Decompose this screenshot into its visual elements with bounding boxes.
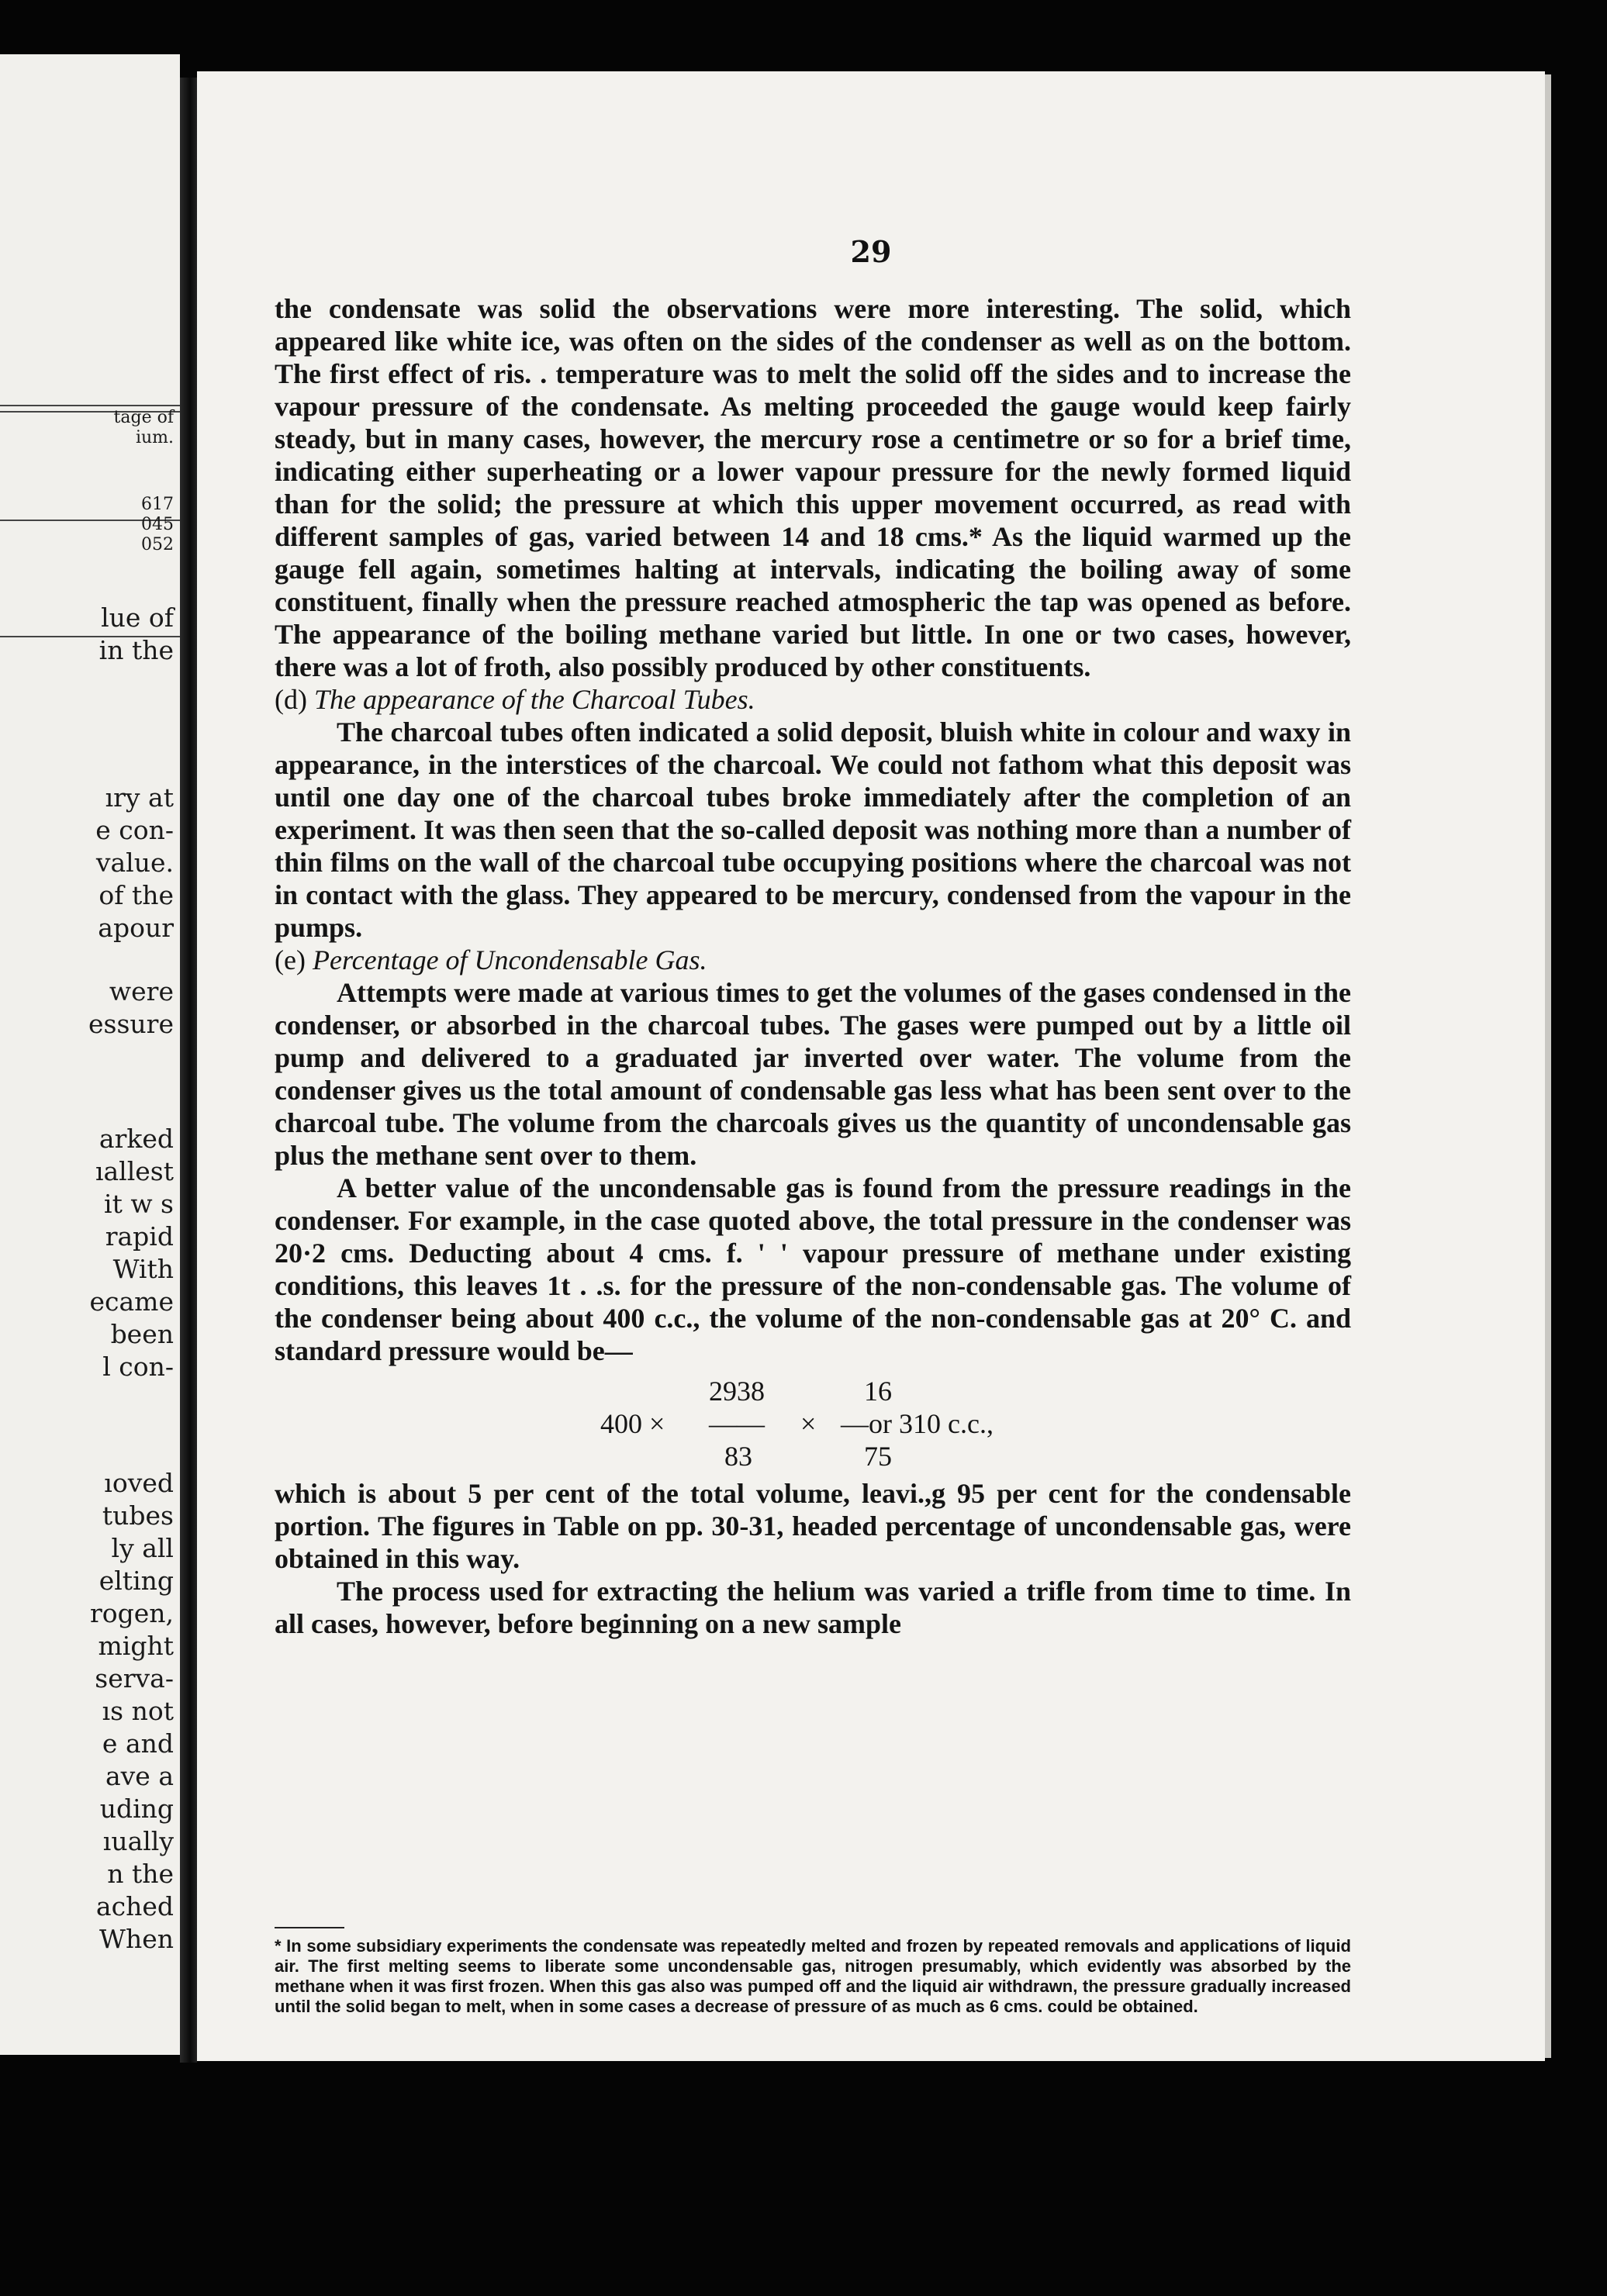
left-page-text-fragment: n the	[107, 1859, 174, 1889]
left-page-text-fragment: e and	[102, 1728, 174, 1759]
equation-fraction-bar-1: ——	[709, 1408, 765, 1439]
paragraph-condensate: the condensate was solid the observations were more interesting. The solid, which appeared like white ice, was often on the sides of the condenser as well as on the bottom. The first effect of ris. . temperature was to melt the solid off the sides and to increase the vapour pressure of the condensate. As melting proceeded the gauge would keep fairly steady, but in many cases, however, the mercury rose a centimetre or so for a brief time, indicating either superheating or a lower vapour pressure for the newly formed liquid than for the solid; the pressure at which this upper movement occurred, as read with different samples of gas, varied between 14 and 18 cms.* As the liquid warmed up the gauge fell again, sometimes halting at intervals, indicating the boiling away of some constituent, finally when the pressure reached atmospheric the tap was opened as before. The appearance of the boiling methane varied but little. In one or two cases, however, there was a lot of froth, also possibly produced by other constituents.	[275, 293, 1351, 682]
left-page-text-fragment: 617	[141, 495, 174, 514]
section-letter: (e)	[275, 944, 306, 975]
left-page-text-fragment: uding	[99, 1794, 174, 1824]
left-page-text-fragment: were	[109, 976, 174, 1006]
footnote-rule	[275, 1927, 344, 1928]
left-page-text-fragment: essure	[88, 1009, 174, 1039]
left-page-text-fragment: arked	[98, 1124, 174, 1154]
left-page-text-fragment: ıry at	[105, 782, 174, 813]
equation-tail: —or 310 c.c.,	[841, 1408, 994, 1439]
equation-lead: 400 ×	[600, 1408, 665, 1439]
left-page-text-fragment: rogen,	[89, 1598, 174, 1628]
left-page-text-fragment: been	[110, 1319, 174, 1349]
left-page-text-fragment: 052	[141, 535, 174, 554]
left-page-text-fragment: elting	[98, 1566, 174, 1596]
left-page-text-fragment: tubes	[102, 1500, 174, 1531]
left-page-text-fragment: it w s	[104, 1189, 174, 1219]
left-page-text-fragment: lue of	[101, 602, 174, 633]
page-number: 29	[850, 234, 892, 269]
previous-page-fragment	[0, 54, 180, 2055]
table-rule	[0, 405, 180, 406]
section-title: Percentage of Uncondensable Gas.	[312, 944, 707, 975]
left-page-text-fragment: in the	[98, 635, 174, 665]
left-page-text-fragment: ave a	[105, 1761, 174, 1791]
paragraph-attempts: Attempts were made at various times to get the volumes of the gases condensed in the condenser, or absorbed in the charcoal tubes. The gases were pumped out by a little oil pump and delivered to a graduated jar inverted over water. The volume from the condenser gives us the total amount of condensable gas less what has been sent over to the charcoal tube. The volume from the charcoals gives us the quantity of uncondensable gas plus the methane sent over to them.	[275, 977, 1351, 1171]
left-page-text-fragment: ly all	[111, 1533, 174, 1563]
equation-denominator-1: 83	[724, 1441, 752, 1472]
paragraph-charcoal-tubes: The charcoal tubes often indicated a solid deposit, bluish white in colour and waxy in appearance, in the interstices of the charcoal. We could not fathom what this deposit was until one day one of the charcoal tubes broke immediately after the completion of an experiment. It was then seen that the so-called deposit was nothing more than a number of thin films on the wall of the charcoal tube occupying positions where the charcoal was not in contact with the glass. They appeared to be mercury, condensed from the vapour in the pumps.	[275, 716, 1351, 943]
left-page-text-fragment: value.	[95, 848, 174, 878]
left-page-text-fragment: tage of	[113, 408, 174, 427]
section-title: The appearance of the Charcoal Tubes.	[313, 684, 755, 715]
equation-numerator-2: 16	[864, 1376, 892, 1407]
equation-numerator-1: 2938	[709, 1376, 765, 1407]
left-page-text-fragment: e con-	[95, 815, 174, 845]
equation-times: ×	[800, 1408, 817, 1439]
footnote: * In some subsidiary experiments the condensate was repeatedly melted and frozen by repeated removals and applications of liquid air. The first melting seems to liberate some uncondensable gas, nitrogen presumably, which evidently was absorbed by the methane when it was first frozen. When this gas also was pumped off and the liquid air withdrawn, the pressure gradually increased until the solid began to melt, when in some cases a decrease of pressure of as much as 6 cms. could be obtained.	[275, 1936, 1351, 2016]
left-page-text-fragment: When	[99, 1924, 174, 1954]
left-page-text-fragment: 045	[141, 515, 174, 534]
left-page-text-fragment: ium.	[135, 428, 174, 447]
left-page-text-fragment: apour	[98, 913, 174, 943]
paragraph-better-value: A better value of the uncondensable gas is found from the pressure readings in the condenser. For example, in the case quoted above, the total pressure in the condenser was 20·2 cms. Deducting about 4 cms. f. ' ' vapour pressure of methane under existing conditions, this leaves 1t . .s. for the pressure of the non-condensable gas. The volume of the condenser being about 400 c.c., the volume of the non-condensable gas at 20° C. and standard pressure would be—	[275, 1172, 1351, 1366]
left-page-text-fragment: might	[98, 1631, 174, 1661]
section-heading-d	[275, 683, 1351, 716]
left-page-text-fragment: ıoved	[104, 1468, 174, 1498]
left-page-text-fragment: l con-	[102, 1352, 174, 1382]
page-body	[275, 292, 1351, 1640]
volume-equation	[275, 1375, 1351, 1473]
section-letter: (d)	[275, 684, 307, 715]
left-page-text-fragment: of the	[98, 880, 174, 910]
left-page-text-fragment: ıs not	[102, 1696, 174, 1726]
equation-denominator-2: 75	[864, 1441, 892, 1472]
section-heading-e	[275, 944, 1351, 976]
page	[197, 71, 1545, 2061]
paragraph-process: The process used for extracting the helium was varied a trifle from time to time. In all cases, however, before beginning on a new sample	[275, 1576, 1351, 1639]
paragraph-five-per-cent: which is about 5 per cent of the total volume, leavi.,g 95 per cent for the condensable portion. The figures in Table on pp. 30-31, headed percentage of uncondensable gas, were obtained in this way.	[275, 1478, 1351, 1574]
left-page-text-fragment: ıallest	[95, 1156, 174, 1186]
left-page-text-fragment: ıually	[102, 1826, 174, 1856]
left-page-text-fragment: rapid	[105, 1221, 174, 1252]
page-edge	[1545, 74, 1551, 2058]
left-page-text-fragment: serva-	[95, 1663, 174, 1694]
left-page-text-fragment: ecame	[89, 1286, 174, 1317]
book-gutter	[180, 78, 197, 2063]
left-page-text-fragment: With	[112, 1254, 174, 1284]
left-page-text-fragment: ached	[95, 1891, 174, 1921]
